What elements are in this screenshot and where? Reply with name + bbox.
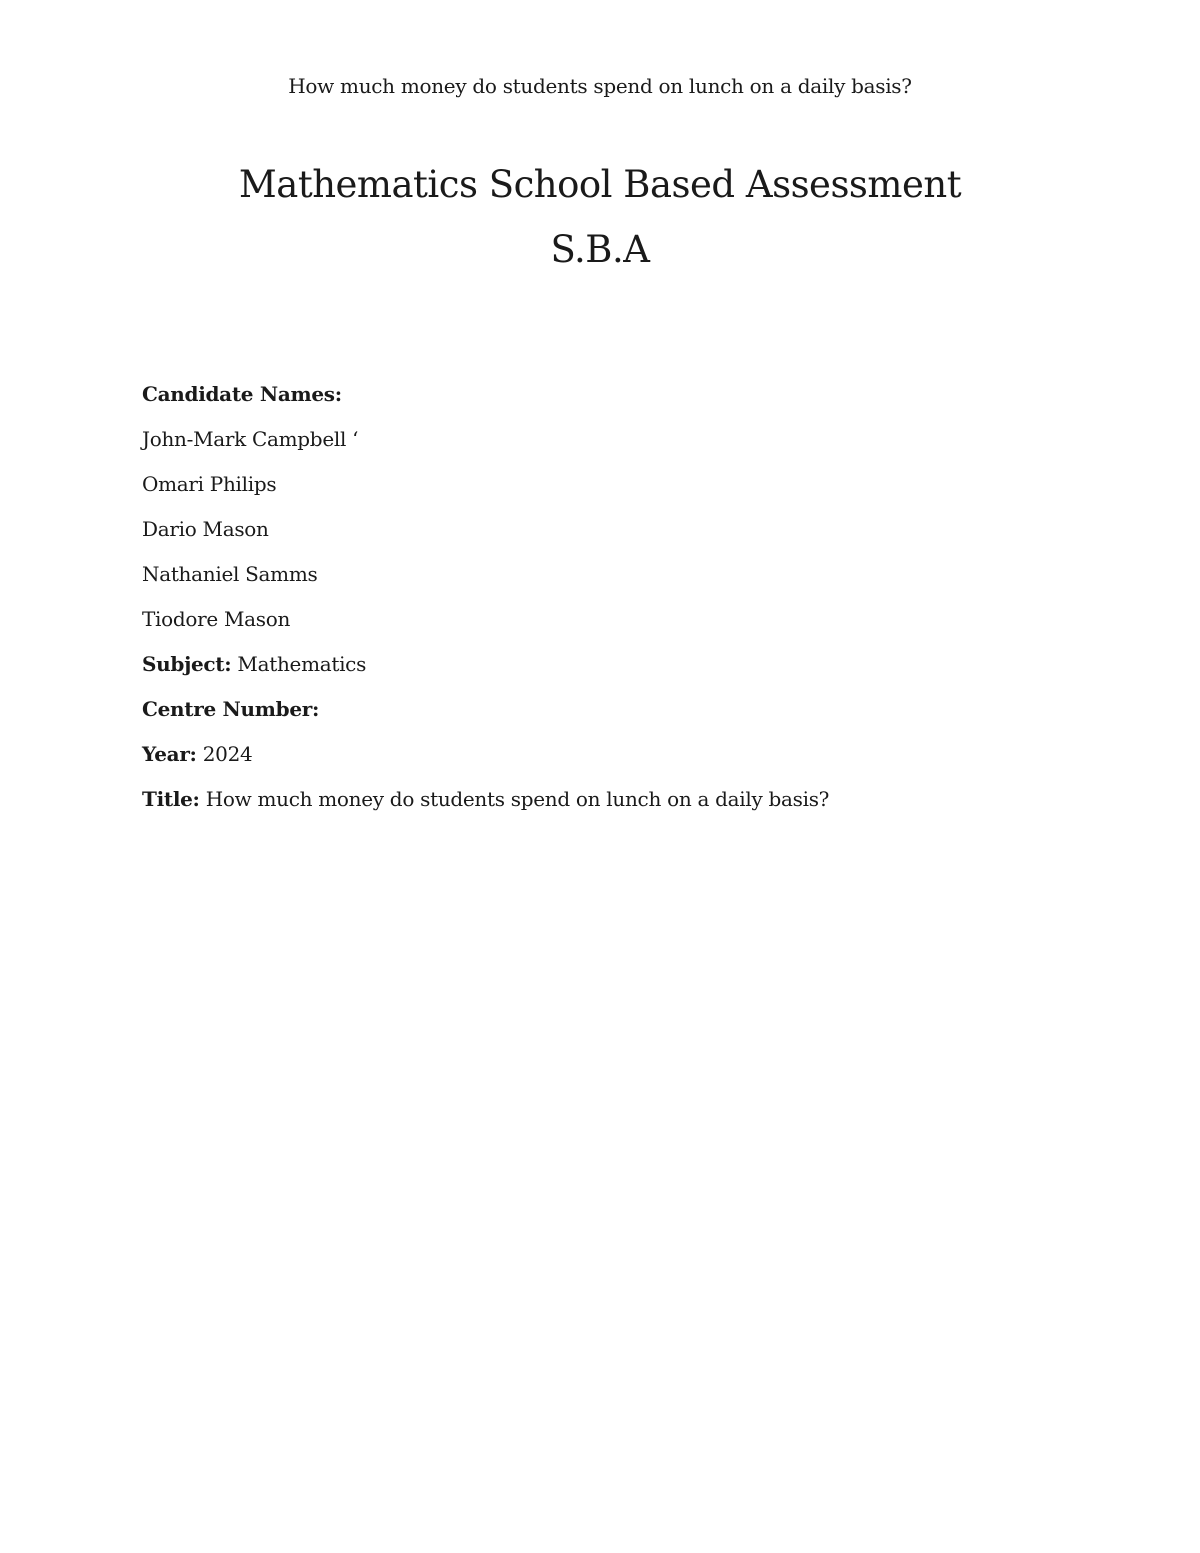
candidate-name: Tiodore Mason (142, 607, 291, 631)
candidate-info-block (142, 379, 1102, 829)
title-field (142, 784, 1102, 829)
subject-value: Mathematics (237, 652, 367, 676)
year-field (142, 739, 1102, 784)
title-label: Title: (142, 787, 200, 811)
candidate-name: Omari Philips (142, 472, 277, 496)
candidate-name: Nathaniel Samms (142, 562, 318, 586)
candidate-names-label: Candidate Names: (142, 382, 342, 406)
year-label: Year: (142, 742, 197, 766)
page-header: How much money do students spend on lunch on a daily basis? (288, 74, 912, 98)
centre-number-field (142, 694, 1102, 739)
candidate-name: John-Mark Campbell ‘ (142, 427, 359, 451)
title-value: How much money do students spend on lunch on a daily basis? (205, 787, 830, 811)
subject-label: Subject: (142, 652, 232, 676)
page-subtitle: S.B.A (550, 228, 650, 271)
subject-field (142, 649, 1102, 694)
centre-number-label: Centre Number: (142, 697, 320, 721)
candidate-name: Dario Mason (142, 517, 269, 541)
page-title: Mathematics School Based Assessment (238, 163, 962, 206)
year-value: 2024 (202, 742, 253, 766)
